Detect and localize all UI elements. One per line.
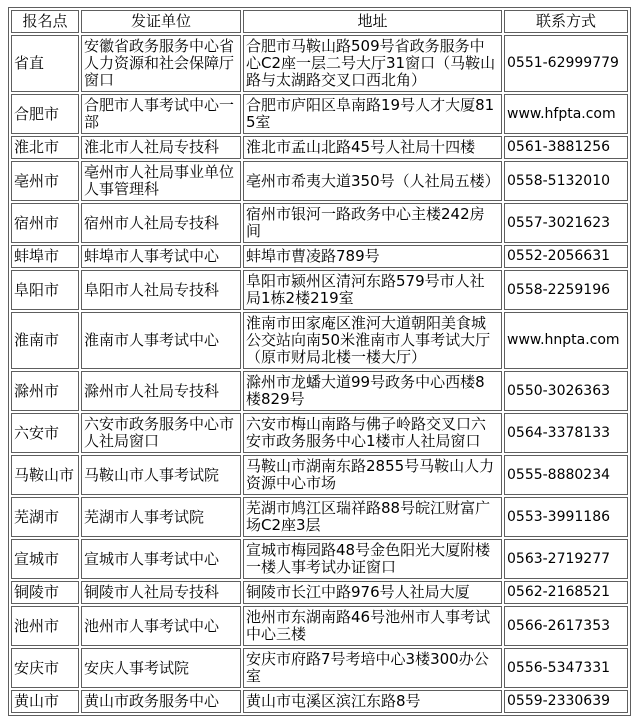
address-cell: 马鞍山市湖南东路2855号马鞍山人力资源中心市场	[243, 455, 502, 495]
table-row	[11, 161, 628, 201]
address-cell: 合肥市庐阳区阜南路19号人才大厦815室	[243, 94, 502, 134]
issuing-unit-cell: 池州市人事考试中心	[81, 606, 241, 646]
registration-site-cell: 安庆市	[11, 648, 79, 688]
table-row	[11, 136, 628, 159]
address-cell: 滁州市龙蟠大道99号政务中心西楼8楼829号	[243, 371, 502, 411]
table-row	[11, 497, 628, 537]
issuing-unit-cell: 宿州市人社局专技科	[81, 203, 241, 243]
table-row	[11, 606, 628, 646]
table-row	[11, 245, 628, 268]
registration-site-cell: 芜湖市	[11, 497, 79, 537]
contact-cell: 0562-2168521	[504, 581, 628, 604]
header-registration-site: 报名点	[11, 10, 79, 33]
registration-site-cell: 六安市	[11, 413, 79, 453]
registration-site-cell: 宣城市	[11, 539, 79, 579]
address-cell: 淮南市田家庵区淮河大道朝阳美食城公交站向南50米淮南市人事考试大厅（原市财局北楼一楼大厅）	[243, 312, 502, 369]
issuing-unit-cell: 阜阳市人社局专技科	[81, 270, 241, 310]
header-issuing-unit: 发证单位	[81, 10, 241, 33]
contact-cell: 0559-2330639	[504, 690, 628, 713]
registration-site-cell: 淮北市	[11, 136, 79, 159]
registration-site-cell: 合肥市	[11, 94, 79, 134]
table-row	[11, 581, 628, 604]
issuing-unit-cell: 六安市政务服务中心市人社局窗口	[81, 413, 241, 453]
contact-cell: 0566-2617353	[504, 606, 628, 646]
table-row	[11, 94, 628, 134]
issuing-unit-cell: 亳州市人社局事业单位人事管理科	[81, 161, 241, 201]
contact-cell: 0556-5347331	[504, 648, 628, 688]
table-row	[11, 371, 628, 411]
address-cell: 芜湖市鸠江区瑞祥路88号皖江财富广场C2座3层	[243, 497, 502, 537]
table-row	[11, 455, 628, 495]
contact-cell: 0551-62999779	[504, 35, 628, 92]
table-row	[11, 413, 628, 453]
address-cell: 阜阳市颍州区清河东路579号市人社局1栋2楼219室	[243, 270, 502, 310]
registration-site-cell: 池州市	[11, 606, 79, 646]
issuing-unit-cell: 马鞍山市人事考试院	[81, 455, 241, 495]
contact-cell: 0558-5132010	[504, 161, 628, 201]
contact-cell: 0561-3881256	[504, 136, 628, 159]
issuing-unit-cell: 淮北市人社局专技科	[81, 136, 241, 159]
table-row	[11, 648, 628, 688]
table-row	[11, 690, 628, 713]
address-cell: 铜陵市长江中路976号人社局大厦	[243, 581, 502, 604]
table-row	[11, 312, 628, 369]
registration-site-cell: 宿州市	[11, 203, 79, 243]
address-cell: 亳州市希夷大道350号（人社局五楼）	[243, 161, 502, 201]
registration-site-cell: 省直	[11, 35, 79, 92]
table-body	[11, 35, 628, 713]
registration-site-cell: 阜阳市	[11, 270, 79, 310]
issuing-unit-cell: 合肥市人事考试中心一部	[81, 94, 241, 134]
contact-cell: 0552-2056631	[504, 245, 628, 268]
contact-cell: 0555-8880234	[504, 455, 628, 495]
issuing-unit-cell: 安徽省政务服务中心省人力资源和社会保障厅窗口	[81, 35, 241, 92]
contact-cell: 0550-3026363	[504, 371, 628, 411]
table-row	[11, 35, 628, 92]
address-cell: 黄山市屯溪区滨江东路8号	[243, 690, 502, 713]
header-address: 地址	[243, 10, 502, 33]
address-cell: 淮北市孟山北路45号人社局十四楼	[243, 136, 502, 159]
address-cell: 宿州市银河一路政务中心主楼242房间	[243, 203, 502, 243]
contact-cell: 0557-3021623	[504, 203, 628, 243]
table-row	[11, 203, 628, 243]
address-cell: 宣城市梅园路48号金色阳光大厦附楼一楼人事考试办证窗口	[243, 539, 502, 579]
registration-site-cell: 蚌埠市	[11, 245, 79, 268]
contact-cell: 0558-2259196	[504, 270, 628, 310]
header-contact: 联系方式	[504, 10, 628, 33]
issuing-unit-cell: 淮南市人事考试中心	[81, 312, 241, 369]
contact-cell: www.hfpta.com	[504, 94, 628, 134]
issuing-unit-cell: 滁州市人社局专技科	[81, 371, 241, 411]
registration-site-cell: 马鞍山市	[11, 455, 79, 495]
address-cell: 六安市梅山南路与佛子岭路交叉口六安市政务服务中心1楼市人社局窗口	[243, 413, 502, 453]
contact-cell: 0553-3991186	[504, 497, 628, 537]
registration-site-cell: 亳州市	[11, 161, 79, 201]
table-row	[11, 270, 628, 310]
address-cell: 蚌埠市曹凌路789号	[243, 245, 502, 268]
issuing-unit-cell: 安庆人事考试院	[81, 648, 241, 688]
contact-cell: 0564-3378133	[504, 413, 628, 453]
issuing-unit-cell: 蚌埠市人事考试中心	[81, 245, 241, 268]
address-cell: 合肥市马鞍山路509号省政务服务中心C2座一层二号大厅31窗口（马鞍山路与太湖路交叉口西北角）	[243, 35, 502, 92]
registration-points-table	[8, 7, 631, 716]
registration-site-cell: 铜陵市	[11, 581, 79, 604]
issuing-unit-cell: 黄山市政务服务中心	[81, 690, 241, 713]
table-row	[11, 539, 628, 579]
address-cell: 池州市东湖南路46号池州市人事考试中心三楼	[243, 606, 502, 646]
header-row	[11, 10, 628, 33]
issuing-unit-cell: 芜湖市人事考试院	[81, 497, 241, 537]
registration-site-cell: 黄山市	[11, 690, 79, 713]
registration-site-cell: 淮南市	[11, 312, 79, 369]
contact-cell: www.hnpta.com	[504, 312, 628, 369]
issuing-unit-cell: 宣城市人事考试中心	[81, 539, 241, 579]
registration-site-cell: 滁州市	[11, 371, 79, 411]
contact-cell: 0563-2719277	[504, 539, 628, 579]
issuing-unit-cell: 铜陵市人社局专技科	[81, 581, 241, 604]
address-cell: 安庆市府路7号考培中心3楼300办公室	[243, 648, 502, 688]
